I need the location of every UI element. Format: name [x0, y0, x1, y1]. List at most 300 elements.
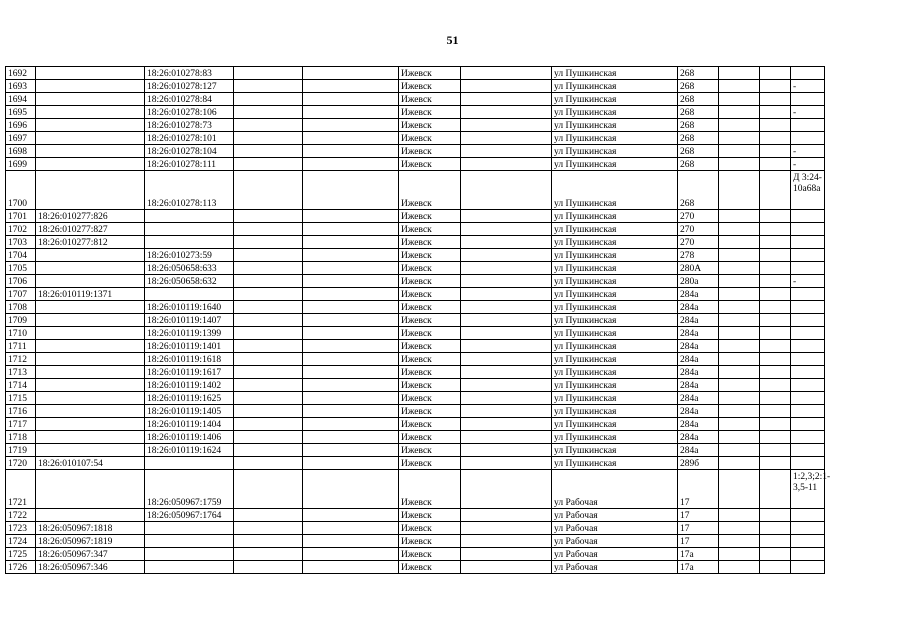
- empty-cell-5: [303, 457, 399, 470]
- table-row: [6, 457, 825, 470]
- note-cell: [791, 366, 825, 379]
- empty-cell-11: [760, 236, 791, 249]
- empty-cell-7: [461, 288, 552, 301]
- house-cell: 268: [678, 106, 719, 119]
- empty-cell-4: [234, 288, 303, 301]
- city-cell: Ижевск: [399, 314, 461, 327]
- street-cell: ул Рабочая: [552, 522, 678, 535]
- row-number-cell: 1710: [6, 327, 36, 340]
- cadastral-number-2-cell: 18:26:010119:1401: [145, 340, 234, 353]
- house-cell: 284а: [678, 327, 719, 340]
- street-cell: ул Пушкинская: [552, 106, 678, 119]
- empty-cell-5: [303, 470, 399, 509]
- cadastral-number-cell: 18:26:050967:346: [36, 561, 145, 574]
- empty-cell-4: [234, 67, 303, 80]
- empty-cell-11: [760, 288, 791, 301]
- empty-cell-5: [303, 418, 399, 431]
- table-row: [6, 405, 825, 418]
- cadastral-number-cell: [36, 353, 145, 366]
- empty-cell-10: [719, 405, 760, 418]
- cadastral-number-2-cell: [145, 457, 234, 470]
- street-cell: ул Пушкинская: [552, 340, 678, 353]
- house-cell: 270: [678, 236, 719, 249]
- empty-cell-4: [234, 535, 303, 548]
- row-number-cell: 1694: [6, 93, 36, 106]
- street-cell: ул Пушкинская: [552, 93, 678, 106]
- empty-cell-5: [303, 67, 399, 80]
- row-number-cell: 1726: [6, 561, 36, 574]
- cadastral-number-2-cell: 18:26:010119:1402: [145, 379, 234, 392]
- table-row: [6, 561, 825, 574]
- empty-cell-10: [719, 106, 760, 119]
- row-number-cell: 1709: [6, 314, 36, 327]
- note-cell: Д 3:24-10а68а: [791, 171, 825, 210]
- city-cell: Ижевск: [399, 353, 461, 366]
- house-cell: 284а: [678, 314, 719, 327]
- table-row: [6, 535, 825, 548]
- row-number-cell: 1724: [6, 535, 36, 548]
- empty-cell-10: [719, 353, 760, 366]
- empty-cell-4: [234, 548, 303, 561]
- empty-cell-5: [303, 366, 399, 379]
- street-cell: ул Рабочая: [552, 561, 678, 574]
- note-cell: [791, 67, 825, 80]
- empty-cell-7: [461, 353, 552, 366]
- table-row: [6, 327, 825, 340]
- empty-cell-5: [303, 405, 399, 418]
- empty-cell-7: [461, 431, 552, 444]
- city-cell: Ижевск: [399, 431, 461, 444]
- row-number-cell: 1708: [6, 301, 36, 314]
- empty-cell-11: [760, 379, 791, 392]
- note-cell: [791, 379, 825, 392]
- empty-cell-11: [760, 106, 791, 119]
- row-number-cell: 1692: [6, 67, 36, 80]
- cadastral-number-cell: [36, 327, 145, 340]
- house-cell: 268: [678, 158, 719, 171]
- note-cell: -: [791, 275, 825, 288]
- cadastral-number-2-cell: [145, 236, 234, 249]
- cadastral-number-2-cell: 18:26:010278:83: [145, 67, 234, 80]
- city-cell: Ижевск: [399, 535, 461, 548]
- house-cell: 268: [678, 171, 719, 210]
- empty-cell-10: [719, 548, 760, 561]
- note-cell: -: [791, 145, 825, 158]
- empty-cell-7: [461, 405, 552, 418]
- cadastral-number-2-cell: 18:26:010119:1407: [145, 314, 234, 327]
- table-row: [6, 158, 825, 171]
- empty-cell-11: [760, 522, 791, 535]
- empty-cell-7: [461, 548, 552, 561]
- note-cell: [791, 314, 825, 327]
- table-row: [6, 379, 825, 392]
- empty-cell-5: [303, 249, 399, 262]
- note-cell: [791, 262, 825, 275]
- empty-cell-4: [234, 418, 303, 431]
- empty-cell-5: [303, 327, 399, 340]
- cadastral-number-2-cell: [145, 522, 234, 535]
- row-number-cell: 1704: [6, 249, 36, 262]
- city-cell: Ижевск: [399, 275, 461, 288]
- street-cell: ул Пушкинская: [552, 249, 678, 262]
- empty-cell-7: [461, 301, 552, 314]
- city-cell: Ижевск: [399, 470, 461, 509]
- empty-cell-11: [760, 353, 791, 366]
- house-cell: 289б: [678, 457, 719, 470]
- empty-cell-4: [234, 431, 303, 444]
- house-cell: 284а: [678, 431, 719, 444]
- empty-cell-10: [719, 93, 760, 106]
- empty-cell-5: [303, 145, 399, 158]
- cadastral-number-2-cell: 18:26:010119:1625: [145, 392, 234, 405]
- empty-cell-4: [234, 236, 303, 249]
- row-number-cell: 1717: [6, 418, 36, 431]
- empty-cell-5: [303, 262, 399, 275]
- empty-cell-5: [303, 171, 399, 210]
- note-cell: [791, 522, 825, 535]
- table-row: [6, 106, 825, 119]
- cadastral-number-2-cell: 18:26:010278:101: [145, 132, 234, 145]
- note-cell: [791, 223, 825, 236]
- empty-cell-7: [461, 132, 552, 145]
- empty-cell-4: [234, 158, 303, 171]
- row-number-cell: 1714: [6, 379, 36, 392]
- table-row: [6, 301, 825, 314]
- cadastral-number-cell: [36, 470, 145, 509]
- note-cell: [791, 405, 825, 418]
- house-cell: 17: [678, 522, 719, 535]
- cadastral-number-cell: [36, 444, 145, 457]
- cadastral-number-2-cell: [145, 548, 234, 561]
- empty-cell-10: [719, 236, 760, 249]
- empty-cell-10: [719, 314, 760, 327]
- empty-cell-5: [303, 106, 399, 119]
- note-cell: [791, 561, 825, 574]
- empty-cell-7: [461, 366, 552, 379]
- empty-cell-4: [234, 522, 303, 535]
- table-row: [6, 522, 825, 535]
- cadastral-number-cell: [36, 431, 145, 444]
- cadastral-number-2-cell: 18:26:010119:1624: [145, 444, 234, 457]
- empty-cell-10: [719, 366, 760, 379]
- empty-cell-5: [303, 210, 399, 223]
- empty-cell-7: [461, 444, 552, 457]
- note-cell: [791, 444, 825, 457]
- empty-cell-4: [234, 509, 303, 522]
- empty-cell-10: [719, 262, 760, 275]
- table-row: [6, 171, 825, 210]
- cadastral-number-2-cell: 18:26:050658:633: [145, 262, 234, 275]
- empty-cell-10: [719, 457, 760, 470]
- empty-cell-11: [760, 561, 791, 574]
- city-cell: Ижевск: [399, 444, 461, 457]
- cadastral-number-2-cell: 18:26:010119:1406: [145, 431, 234, 444]
- empty-cell-10: [719, 119, 760, 132]
- table-row: [6, 418, 825, 431]
- street-cell: ул Пушкинская: [552, 132, 678, 145]
- cadastral-number-2-cell: [145, 561, 234, 574]
- empty-cell-11: [760, 535, 791, 548]
- empty-cell-11: [760, 457, 791, 470]
- cadastral-number-cell: 18:26:010277:812: [36, 236, 145, 249]
- empty-cell-5: [303, 392, 399, 405]
- cadastral-number-2-cell: 18:26:010119:1399: [145, 327, 234, 340]
- empty-cell-10: [719, 171, 760, 210]
- table-row: [6, 236, 825, 249]
- empty-cell-11: [760, 340, 791, 353]
- empty-cell-11: [760, 431, 791, 444]
- street-cell: ул Рабочая: [552, 509, 678, 522]
- empty-cell-11: [760, 366, 791, 379]
- empty-cell-5: [303, 522, 399, 535]
- city-cell: Ижевск: [399, 67, 461, 80]
- empty-cell-7: [461, 535, 552, 548]
- empty-cell-11: [760, 210, 791, 223]
- table-row: [6, 67, 825, 80]
- note-cell: [791, 119, 825, 132]
- empty-cell-10: [719, 535, 760, 548]
- street-cell: ул Пушкинская: [552, 392, 678, 405]
- cadastral-number-2-cell: 18:26:010119:1618: [145, 353, 234, 366]
- note-cell: [791, 431, 825, 444]
- house-cell: 284а: [678, 405, 719, 418]
- empty-cell-7: [461, 561, 552, 574]
- house-cell: 284а: [678, 366, 719, 379]
- cadastral-number-cell: [36, 301, 145, 314]
- table-row: [6, 119, 825, 132]
- empty-cell-11: [760, 249, 791, 262]
- cadastral-number-cell: [36, 158, 145, 171]
- empty-cell-10: [719, 301, 760, 314]
- cadastral-number-2-cell: 18:26:050658:632: [145, 275, 234, 288]
- empty-cell-5: [303, 314, 399, 327]
- empty-cell-5: [303, 379, 399, 392]
- cadastral-number-2-cell: 18:26:010278:104: [145, 145, 234, 158]
- house-cell: 17: [678, 470, 719, 509]
- empty-cell-10: [719, 522, 760, 535]
- row-number-cell: 1718: [6, 431, 36, 444]
- empty-cell-11: [760, 327, 791, 340]
- city-cell: Ижевск: [399, 119, 461, 132]
- city-cell: Ижевск: [399, 106, 461, 119]
- empty-cell-4: [234, 171, 303, 210]
- empty-cell-7: [461, 93, 552, 106]
- house-cell: 17: [678, 509, 719, 522]
- city-cell: Ижевск: [399, 80, 461, 93]
- empty-cell-7: [461, 106, 552, 119]
- note-cell: -: [791, 106, 825, 119]
- street-cell: ул Пушкинская: [552, 379, 678, 392]
- table-row: [6, 249, 825, 262]
- row-number-cell: 1716: [6, 405, 36, 418]
- empty-cell-7: [461, 470, 552, 509]
- street-cell: ул Пушкинская: [552, 67, 678, 80]
- note-cell: [791, 509, 825, 522]
- street-cell: ул Пушкинская: [552, 223, 678, 236]
- row-number-cell: 1707: [6, 288, 36, 301]
- empty-cell-7: [461, 67, 552, 80]
- city-cell: Ижевск: [399, 171, 461, 210]
- street-cell: ул Пушкинская: [552, 262, 678, 275]
- empty-cell-4: [234, 145, 303, 158]
- house-cell: 284а: [678, 288, 719, 301]
- cadastral-number-cell: [36, 145, 145, 158]
- street-cell: ул Пушкинская: [552, 353, 678, 366]
- empty-cell-11: [760, 418, 791, 431]
- city-cell: Ижевск: [399, 301, 461, 314]
- cadastral-number-cell: [36, 275, 145, 288]
- row-number-cell: 1713: [6, 366, 36, 379]
- cadastral-number-2-cell: 18:26:010278:127: [145, 80, 234, 93]
- empty-cell-10: [719, 470, 760, 509]
- house-cell: 280а: [678, 275, 719, 288]
- cadastral-number-2-cell: 18:26:010278:113: [145, 171, 234, 210]
- house-cell: 284а: [678, 418, 719, 431]
- table-row: [6, 444, 825, 457]
- empty-cell-7: [461, 509, 552, 522]
- cadastral-number-cell: [36, 67, 145, 80]
- empty-cell-7: [461, 210, 552, 223]
- city-cell: Ижевск: [399, 249, 461, 262]
- empty-cell-5: [303, 80, 399, 93]
- empty-cell-4: [234, 210, 303, 223]
- empty-cell-11: [760, 145, 791, 158]
- note-cell: [791, 288, 825, 301]
- cadastral-number-cell: [36, 379, 145, 392]
- empty-cell-7: [461, 223, 552, 236]
- empty-cell-10: [719, 223, 760, 236]
- empty-cell-4: [234, 353, 303, 366]
- register-table: [5, 66, 831, 574]
- street-cell: ул Пушкинская: [552, 236, 678, 249]
- empty-cell-5: [303, 275, 399, 288]
- empty-cell-10: [719, 509, 760, 522]
- empty-cell-5: [303, 548, 399, 561]
- empty-cell-7: [461, 249, 552, 262]
- cadastral-number-2-cell: 18:26:050967:1764: [145, 509, 234, 522]
- city-cell: Ижевск: [399, 132, 461, 145]
- note-cell: [791, 301, 825, 314]
- cadastral-number-cell: [36, 392, 145, 405]
- row-number-cell: 1695: [6, 106, 36, 119]
- row-number-cell: 1696: [6, 119, 36, 132]
- empty-cell-5: [303, 535, 399, 548]
- city-cell: Ижевск: [399, 379, 461, 392]
- city-cell: Ижевск: [399, 392, 461, 405]
- row-number-cell: 1706: [6, 275, 36, 288]
- empty-cell-7: [461, 522, 552, 535]
- note-cell: [791, 210, 825, 223]
- empty-cell-10: [719, 431, 760, 444]
- cadastral-number-2-cell: 18:26:010119:1640: [145, 301, 234, 314]
- register-rows: [6, 67, 831, 574]
- table-row: [6, 548, 825, 561]
- table-row: [6, 392, 825, 405]
- empty-cell-4: [234, 249, 303, 262]
- note-cell: [791, 535, 825, 548]
- city-cell: Ижевск: [399, 145, 461, 158]
- house-cell: 284а: [678, 353, 719, 366]
- house-cell: 278: [678, 249, 719, 262]
- empty-cell-11: [760, 548, 791, 561]
- empty-cell-10: [719, 379, 760, 392]
- empty-cell-11: [760, 262, 791, 275]
- house-cell: 280А: [678, 262, 719, 275]
- street-cell: ул Пушкинская: [552, 457, 678, 470]
- house-cell: 270: [678, 223, 719, 236]
- note-cell: [791, 249, 825, 262]
- empty-cell-11: [760, 67, 791, 80]
- empty-cell-5: [303, 132, 399, 145]
- cadastral-number-cell: 18:26:010119:1371: [36, 288, 145, 301]
- empty-cell-4: [234, 301, 303, 314]
- cadastral-number-cell: [36, 314, 145, 327]
- empty-cell-11: [760, 444, 791, 457]
- street-cell: ул Пушкинская: [552, 327, 678, 340]
- house-cell: 268: [678, 93, 719, 106]
- city-cell: Ижевск: [399, 93, 461, 106]
- street-cell: ул Пушкинская: [552, 405, 678, 418]
- empty-cell-10: [719, 210, 760, 223]
- row-number-cell: 1721: [6, 470, 36, 509]
- note-cell: [791, 418, 825, 431]
- cadastral-number-2-cell: 18:26:010278:106: [145, 106, 234, 119]
- row-number-cell: 1698: [6, 145, 36, 158]
- empty-cell-5: [303, 223, 399, 236]
- table-row: [6, 262, 825, 275]
- cadastral-number-cell: [36, 262, 145, 275]
- city-cell: Ижевск: [399, 340, 461, 353]
- cadastral-number-cell: [36, 93, 145, 106]
- street-cell: ул Пушкинская: [552, 210, 678, 223]
- house-cell: 284а: [678, 379, 719, 392]
- empty-cell-11: [760, 301, 791, 314]
- empty-cell-4: [234, 80, 303, 93]
- row-number-cell: 1701: [6, 210, 36, 223]
- empty-cell-5: [303, 353, 399, 366]
- row-number-cell: 1700: [6, 171, 36, 210]
- empty-cell-5: [303, 444, 399, 457]
- house-cell: 270: [678, 210, 719, 223]
- cadastral-number-2-cell: 18:26:050967:1759: [145, 470, 234, 509]
- empty-cell-7: [461, 236, 552, 249]
- page-number: 51: [446, 33, 459, 47]
- empty-cell-10: [719, 418, 760, 431]
- cadastral-number-cell: [36, 249, 145, 262]
- street-cell: ул Пушкинская: [552, 80, 678, 93]
- empty-cell-11: [760, 80, 791, 93]
- cadastral-number-cell: [36, 405, 145, 418]
- cadastral-number-cell: [36, 509, 145, 522]
- house-cell: 17: [678, 535, 719, 548]
- empty-cell-7: [461, 392, 552, 405]
- empty-cell-5: [303, 561, 399, 574]
- cadastral-number-cell: [36, 366, 145, 379]
- note-cell: [791, 327, 825, 340]
- row-number-cell: 1703: [6, 236, 36, 249]
- city-cell: Ижевск: [399, 405, 461, 418]
- empty-cell-11: [760, 93, 791, 106]
- house-cell: 268: [678, 145, 719, 158]
- cadastral-number-2-cell: 18:26:010119:1617: [145, 366, 234, 379]
- empty-cell-7: [461, 457, 552, 470]
- row-number-cell: 1702: [6, 223, 36, 236]
- empty-cell-11: [760, 223, 791, 236]
- empty-cell-7: [461, 327, 552, 340]
- house-cell: 284а: [678, 340, 719, 353]
- table-row: [6, 210, 825, 223]
- empty-cell-7: [461, 275, 552, 288]
